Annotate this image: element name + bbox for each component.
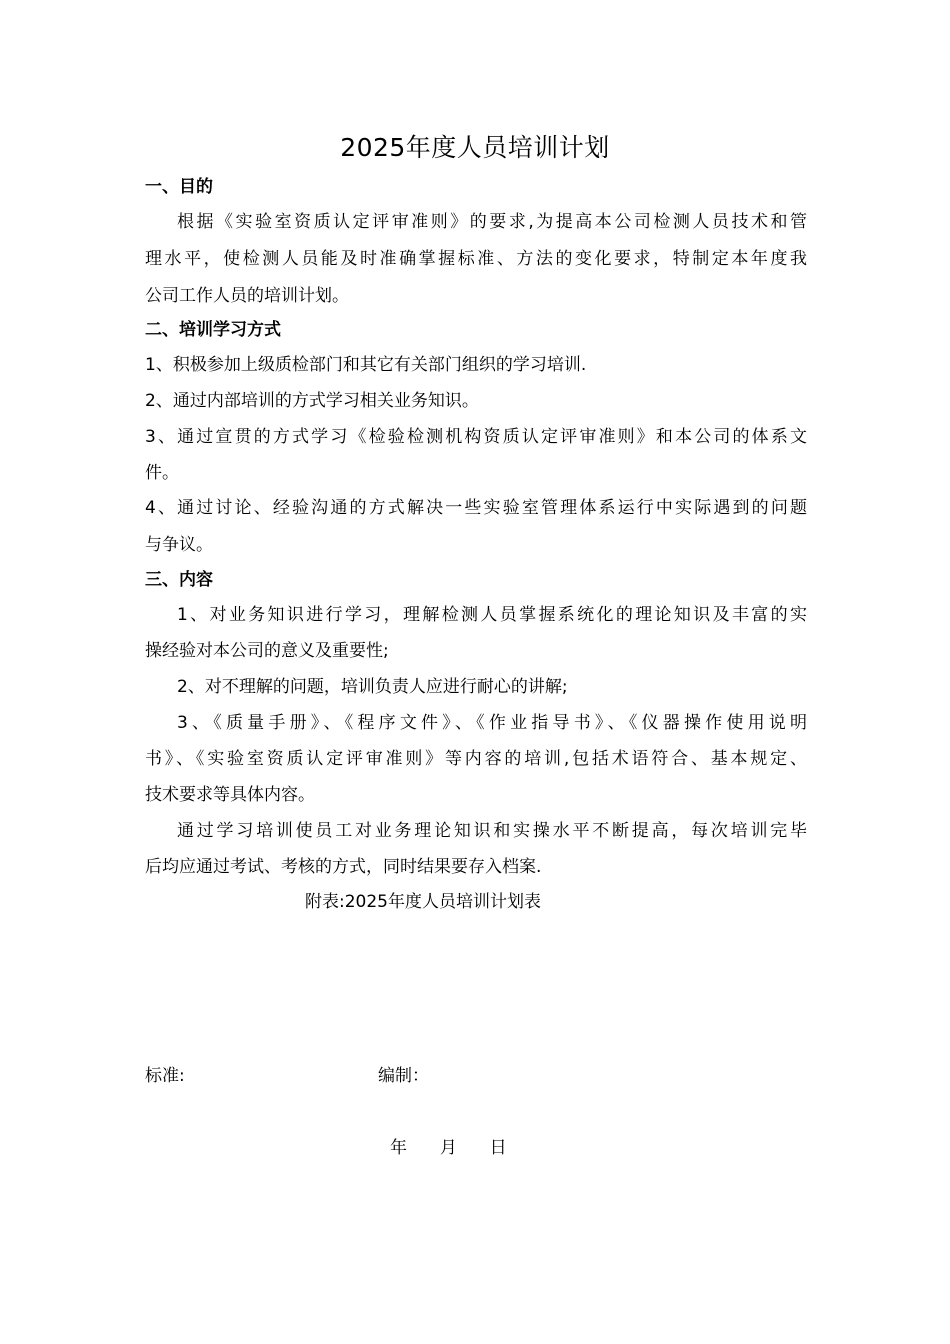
list-item: 3、通过宣贯的方式学习《检验检测机构资质认定评审准则》和本公司的体系文 [145,427,807,447]
editor-label: 编制： [378,1066,429,1086]
attachment-note: 附表:2025年度人员培训计划表 [305,892,541,912]
standard-label: 标准: [145,1066,185,1086]
list-item-continuation: 书》、《实验室资质认定评审准则》等内容的培训,包括术语符合、基本规定、 [145,749,807,769]
date-year: 年 [390,1138,407,1158]
date-day: 日 [489,1138,507,1158]
list-item-continuation: 操经验对本公司的意义及重要性; [145,641,389,661]
list-item-continuation: 与争议。 [145,535,213,555]
paragraph-line: 后均应通过考试、考核的方式，同时结果要存入档案. [145,857,542,877]
document-title: 2025年度人员培训计划 [340,133,610,162]
section-heading-content: 三、内容 [145,570,213,590]
list-item: 4、通过讨论、经验沟通的方式解决一些实验室管理体系运行中实际遇到的问题 [145,498,807,518]
paragraph-line: 理水平，使检测人员能及时准确掌握标准、方法的变化要求，特制定本年度我 [145,249,807,269]
section-heading-purpose: 一、目的 [145,177,213,197]
date-month: 月 [439,1138,457,1158]
list-item-continuation: 技术要求等具体内容。 [145,785,315,805]
date-line [390,1136,507,1160]
list-item: 2、对不理解的问题，培训负责人应进行耐心的讲解; [177,677,568,697]
paragraph-line: 公司工作人员的培训计划。 [145,286,349,306]
list-item: 3、《质量手册》、《程序文件》、《作业指导书》、《仪器操作使用说明 [177,713,807,733]
list-item: 2、通过内部培训的方式学习相关业务知识。 [145,391,479,411]
section-heading-training-method: 二、培训学习方式 [145,320,281,340]
list-item-continuation: 件。 [145,463,179,483]
paragraph-line: 根据《实验室资质认定评审准则》的要求,为提高本公司检测人员技术和管 [177,212,807,232]
paragraph-line: 通过学习培训使员工对业务理论知识和实操水平不断提高，每次培训完毕 [177,821,807,841]
list-item: 1、积极参加上级质检部门和其它有关部门组织的学习培训. [145,355,587,375]
list-item: 1、对业务知识进行学习，理解检测人员掌握系统化的理论知识及丰富的实 [177,605,807,625]
